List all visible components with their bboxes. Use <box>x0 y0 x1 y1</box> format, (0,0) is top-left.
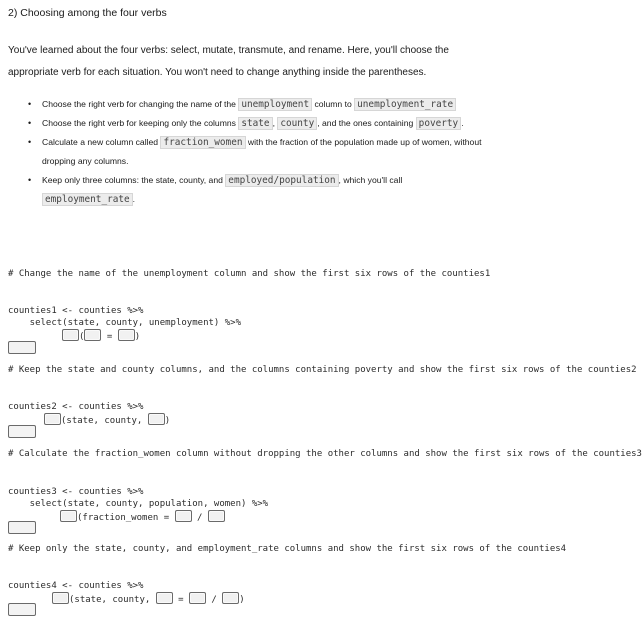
instruction-text: , and the ones containing <box>317 118 416 128</box>
instruction-list <box>28 95 490 209</box>
code-comment: # Calculate the fraction_women column without dropping the other columns and show the first six rows of the counties3 <box>8 449 642 459</box>
code-line: counties3 <- counties %>% <box>8 487 144 497</box>
code-line <box>60 510 225 524</box>
instruction-text: Choose the right verb for keeping only the columns <box>42 118 239 128</box>
blank-verb[interactable] <box>52 592 69 604</box>
code-token: / <box>205 595 223 605</box>
instruction-text: Keep only three columns: the state, county, and <box>42 175 226 185</box>
code-line: counties2 <- counties %>% <box>8 402 144 412</box>
instruction-text: with the fraction of the population made up of women, without dropping any columns. <box>42 137 482 166</box>
blank-argument[interactable] <box>148 413 165 425</box>
bullet-icon: • <box>28 118 32 128</box>
blank-new-name[interactable] <box>84 329 101 341</box>
code-comment: # Keep only the state, county, and employment_rate columns and show the first six rows of the counties4 <box>8 544 567 554</box>
code-comment: # Keep the state and county columns, and the columns containing poverty and show the first six rows of the counties2 <box>8 365 637 375</box>
code-term: county <box>277 117 317 130</box>
blank-denominator[interactable] <box>222 592 239 604</box>
code-comment: # Change the name of the unemployment column and show the first six rows of the counties1 <box>8 269 491 279</box>
code-token: = <box>172 595 189 605</box>
blank-verb[interactable] <box>62 329 79 341</box>
code-token: (state, county, <box>61 416 148 426</box>
question-title: 2) Choosing among the four verbs <box>8 7 167 19</box>
blank-numerator[interactable] <box>175 510 192 522</box>
code-line: counties4 <- counties %>% <box>8 581 144 591</box>
instruction-text: column to <box>312 99 355 109</box>
instruction-text: Choose the right verb for changing the name of the <box>42 99 239 109</box>
run-button[interactable] <box>8 341 36 354</box>
code-token: = <box>101 332 118 342</box>
code-line: select(state, county, population, women) %>% <box>8 499 269 509</box>
code-line <box>62 329 140 343</box>
code-token: (state, county, <box>69 595 156 605</box>
blank-verb[interactable] <box>44 413 61 425</box>
code-line <box>52 592 245 606</box>
code-line: select(state, county, unemployment) %>% <box>8 318 241 328</box>
instruction-item <box>28 114 490 133</box>
code-term: poverty <box>416 117 462 130</box>
instruction-item <box>28 171 490 209</box>
instruction-text: , which you'll call <box>338 175 403 185</box>
code-token: ( <box>79 332 85 342</box>
code-term: state <box>238 117 272 130</box>
run-button[interactable] <box>8 521 36 534</box>
code-token: ) <box>164 416 171 426</box>
code-term: unemployment <box>238 98 312 111</box>
blank-old-name[interactable] <box>118 329 135 341</box>
code-token: ) <box>134 332 141 342</box>
run-button[interactable] <box>8 425 36 438</box>
code-term: employment_rate <box>42 193 133 206</box>
code-term: unemployment_rate <box>354 98 456 111</box>
code-term: employed/population <box>225 174 338 187</box>
instruction-text: Calculate a new column called <box>42 137 161 147</box>
blank-denominator[interactable] <box>208 510 225 522</box>
instruction-text: , <box>272 118 278 128</box>
bullet-icon: • <box>28 99 32 109</box>
bullet-icon: • <box>28 137 32 147</box>
code-token: / <box>191 513 208 523</box>
bullet-icon: • <box>28 175 32 185</box>
blank-numerator[interactable] <box>189 592 206 604</box>
code-line: counties1 <- counties %>% <box>8 306 144 316</box>
code-token: (fraction_women = <box>77 513 175 523</box>
instruction-item <box>28 133 490 171</box>
instruction-item <box>28 95 490 114</box>
instruction-text: . <box>132 194 136 204</box>
run-button[interactable] <box>8 603 36 616</box>
code-token: ) <box>239 595 245 605</box>
blank-verb[interactable] <box>60 510 77 522</box>
code-line <box>44 413 170 427</box>
code-term: fraction_women <box>160 136 245 149</box>
blank-new-name[interactable] <box>156 592 173 604</box>
instruction-text: . <box>461 118 464 128</box>
intro-text: You've learned about the four verbs: select, mutate, transmute, and rename. Here, you'll choose the appropriate verb for each situation. You won't need to change anything inside the parentheses. <box>8 45 449 78</box>
